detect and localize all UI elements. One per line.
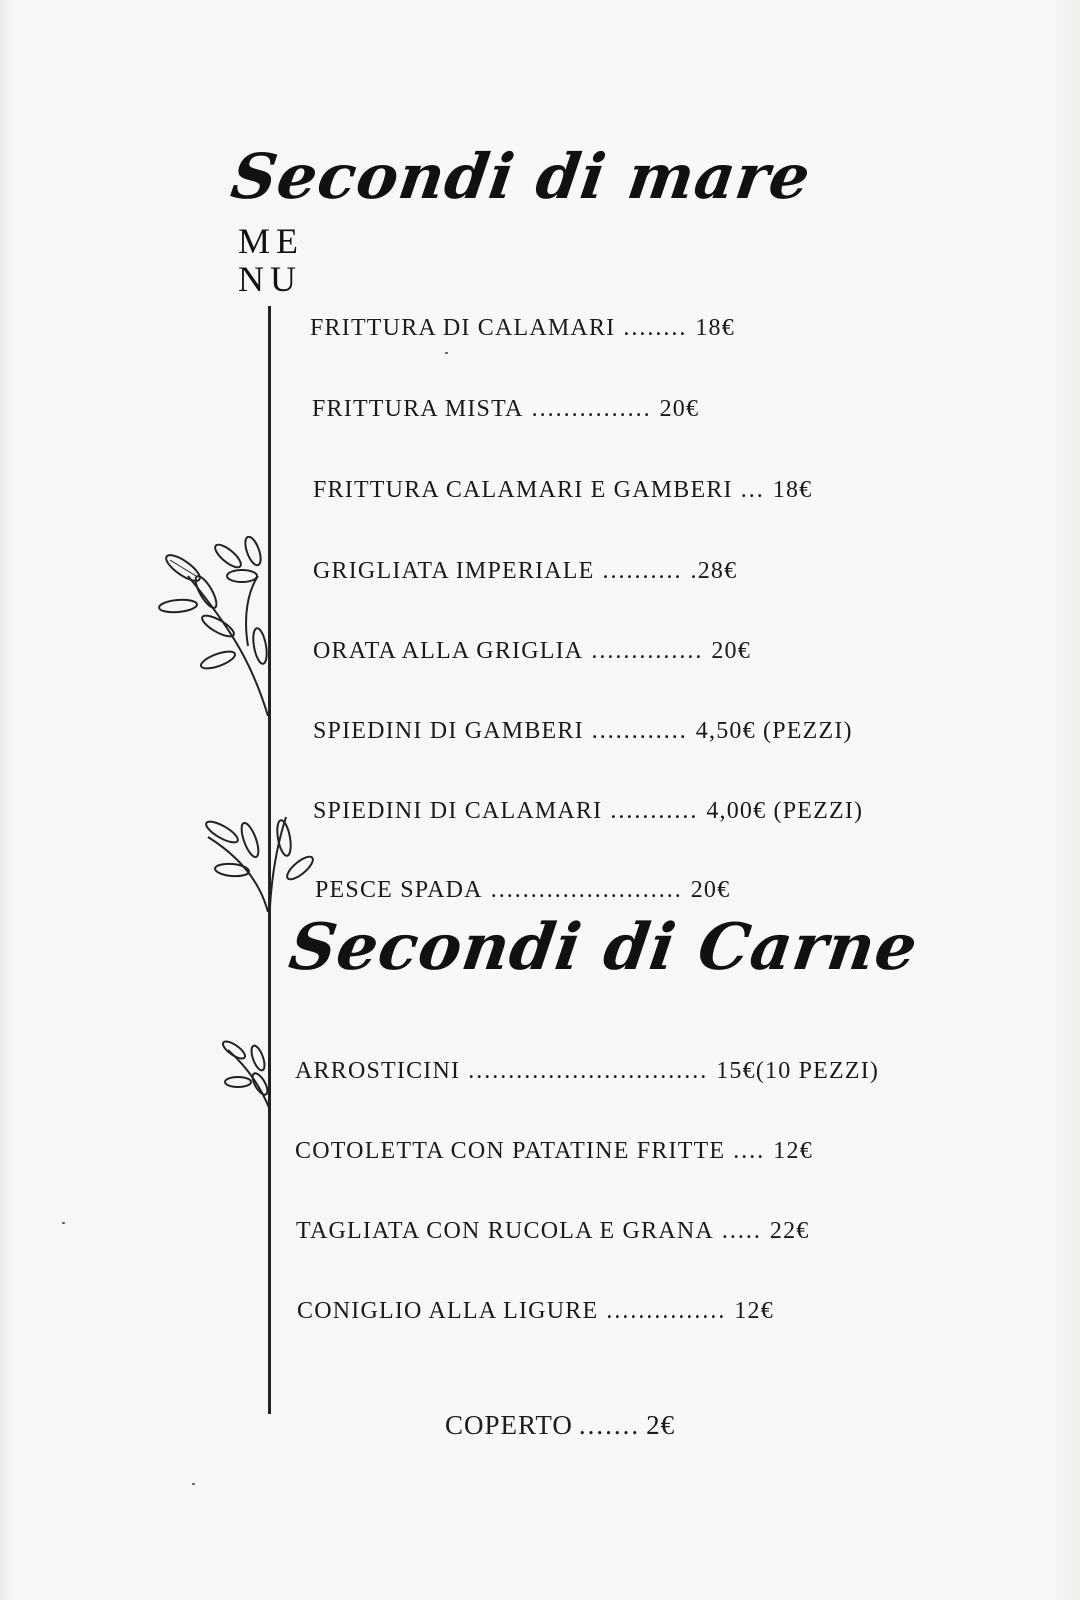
item-price: 12€ (734, 1298, 774, 1324)
item-price: 18€ (695, 315, 735, 341)
menu-item (312, 396, 699, 423)
item-price: 15€(10 PEZZI) (716, 1058, 880, 1084)
item-dots: ... (740, 477, 765, 503)
item-name: SPIEDINI DI GAMBERI (313, 718, 584, 744)
section-title-carne: Secondi di Carne (284, 910, 923, 985)
item-price: 4,50€ (PEZZI) (695, 718, 853, 744)
olive-branch-icon (200, 812, 320, 912)
menu-item (295, 1058, 879, 1085)
menu-item (315, 877, 730, 904)
item-price: 20€ (711, 638, 751, 664)
item-name: COTOLETTA CON PATATINE FRITTE (295, 1138, 726, 1164)
item-name: TAGLIATA CON RUCOLA E GRANA (296, 1218, 714, 1244)
menu-label-bottom: NU (238, 259, 302, 299)
section-title-mare: Secondi di mare (226, 140, 816, 213)
item-price: 12€ (773, 1138, 813, 1164)
paper-speck (445, 352, 448, 354)
cover-charge-label: COPERTO (445, 1410, 573, 1440)
item-dots: ........................ (490, 877, 683, 903)
item-dots: ............... (531, 396, 652, 422)
item-dots: ............ (591, 718, 688, 744)
menu-item (313, 638, 751, 665)
item-price: 20€ (690, 877, 731, 903)
item-name: ARROSTICINI (295, 1058, 461, 1084)
menu-label-top: ME (238, 221, 304, 261)
olive-branch-icon (148, 536, 273, 716)
item-price: .28€ (690, 558, 738, 584)
item-name: CONIGLIO ALLA LIGURE (297, 1298, 599, 1324)
cover-charge-dots: ....... (578, 1410, 641, 1440)
olive-branch-icon (220, 1040, 280, 1110)
item-dots: ........... (610, 798, 699, 824)
paper-speck (62, 1222, 65, 1224)
menu-item (313, 798, 863, 825)
menu-item (297, 1298, 774, 1325)
item-price: 20€ (659, 396, 700, 422)
menu-item (313, 558, 737, 585)
item-dots: .... (733, 1138, 766, 1164)
menu-item (313, 477, 812, 504)
item-price: 18€ (772, 477, 813, 503)
item-name: FRITTURA CALAMARI E GAMBERI (313, 477, 733, 503)
cover-charge-price: 2€ (646, 1410, 676, 1440)
paper-speck (192, 1483, 195, 1485)
item-name: PESCE SPADA (315, 877, 483, 903)
item-name: SPIEDINI DI CALAMARI (313, 798, 603, 824)
menu-vertical-label (238, 222, 304, 298)
item-name: FRITTURA MISTA (312, 396, 524, 422)
item-name: GRIGLIATA IMPERIALE (313, 558, 595, 584)
item-price: 22€ (769, 1218, 810, 1244)
item-name: ORATA ALLA GRIGLIA (313, 638, 584, 664)
cover-charge (445, 1410, 675, 1441)
menu-item (313, 718, 853, 745)
item-dots: ........ (623, 315, 688, 341)
item-price: 4,00€ (PEZZI) (706, 798, 864, 824)
item-name: FRITTURA DI CALAMARI (310, 315, 616, 341)
item-dots: ............... (606, 1298, 727, 1324)
item-dots: .............................. (468, 1058, 709, 1084)
item-dots: .............. (591, 638, 704, 664)
item-dots: .......... (602, 558, 683, 584)
menu-item (295, 1138, 813, 1165)
menu-item (296, 1218, 810, 1245)
menu-item (310, 315, 735, 342)
item-dots: ..... (721, 1218, 762, 1244)
